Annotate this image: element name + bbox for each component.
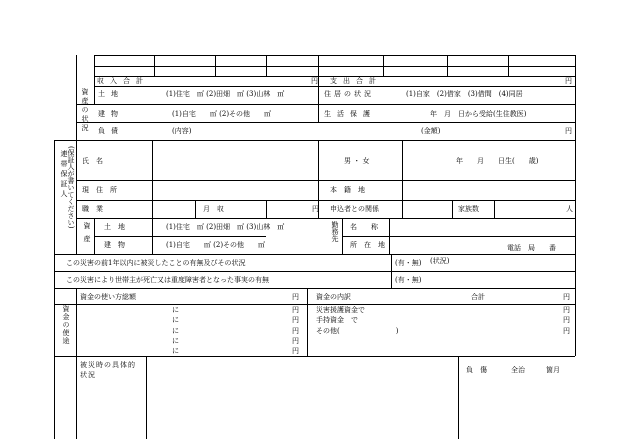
disaster-q1-answer: (有・無) — [395, 259, 422, 267]
welfare-label: 生活保護 — [324, 110, 376, 118]
rule — [76, 104, 575, 105]
situation-recovery: 全治 箇月 — [511, 366, 560, 374]
rule — [391, 254, 392, 288]
rule — [508, 55, 509, 76]
rule — [154, 55, 155, 76]
rule — [54, 271, 575, 272]
funds-total-label: 資金の使い方総額 — [80, 293, 136, 301]
guarantor-land-options: (1)住宅 ㎡ (2)田畑 ㎡ (3)山林 ㎡ — [166, 223, 285, 231]
guarantor-building-options: (1)自宅 ㎡ (2)その他 ㎡ — [166, 241, 266, 249]
rule — [458, 356, 459, 439]
guarantor-phone: 電話 局 番 — [507, 244, 556, 252]
rule — [152, 200, 153, 218]
rule — [146, 356, 147, 439]
expense-unit: 円 — [565, 77, 572, 85]
assets-debt-label: 負債 — [98, 127, 124, 135]
expense-total-label: 支出合計 — [330, 77, 382, 85]
rule — [76, 122, 575, 123]
rule — [452, 200, 453, 218]
guarantor-occupation-label: 職 業 — [82, 205, 103, 213]
rule — [54, 140, 575, 141]
housing-label: 住居の状況 — [324, 90, 374, 98]
assets-land-label: 土地 — [98, 90, 124, 98]
guarantor-land-label: 土 地 — [104, 223, 125, 231]
funds-use-line-1: に — [172, 306, 179, 314]
rule — [342, 236, 575, 237]
rule — [76, 180, 575, 181]
assets-debt-amount: (金額) — [421, 127, 441, 135]
rule — [195, 200, 196, 218]
disaster-q1-status: (状況) — [430, 257, 450, 265]
funds-use-unit-5: 円 — [292, 347, 299, 355]
funds-use-line-2: に — [172, 316, 179, 324]
funds-use-line-3: に — [172, 327, 179, 335]
rule — [54, 304, 575, 305]
rule — [389, 218, 390, 254]
disaster-q1: この災害の前1年以内に被災したことの有無及びその状況 — [66, 259, 246, 267]
rule — [318, 55, 319, 76]
funds-item-unit-3: 円 — [563, 327, 570, 335]
situation-label: 被災時の具体的状況 — [80, 361, 136, 379]
guarantor-gender: 男 ・ 女 — [344, 157, 370, 165]
funds-item-unit-1: 円 — [563, 306, 570, 314]
rule — [402, 140, 403, 218]
funds-use-line-5: に — [172, 347, 179, 355]
funds-item-unit-2: 円 — [563, 316, 570, 324]
rule — [447, 55, 448, 76]
funds-use-unit-4: 円 — [292, 337, 299, 345]
guarantor-monthly-income-label: 月 収 — [203, 205, 224, 213]
rule — [94, 86, 575, 87]
rule — [494, 200, 495, 218]
income-unit: 円 — [311, 77, 318, 85]
rule — [152, 218, 153, 254]
rule — [54, 254, 575, 255]
assets-debt-unit: 円 — [565, 127, 572, 135]
income-total-label: 収入合計 — [97, 77, 149, 85]
assets-land-options: (1)住宅 ㎡ (2)田畑 ㎡ (3)山林 ㎡ — [166, 90, 285, 98]
guarantor-building-label: 建 物 — [104, 241, 125, 249]
guarantor-domicile-label: 本 籍 地 — [330, 186, 365, 194]
funds-item-2: 手持資金 で — [316, 316, 358, 324]
rule — [54, 356, 575, 357]
rule — [266, 200, 267, 218]
guarantor-income-unit: 円 — [312, 205, 319, 213]
rule — [94, 66, 575, 67]
guarantor-family-unit: 人 — [566, 205, 573, 213]
rule — [215, 55, 216, 76]
rule — [94, 236, 266, 237]
funds-use-unit-2: 円 — [292, 316, 299, 324]
guarantor-birth: 年 月 日生( 歳) — [456, 157, 539, 165]
rule — [94, 218, 95, 254]
guarantor-side-note: (保証人が書いてください) — [67, 146, 75, 229]
rule — [94, 55, 95, 104]
funds-item-1: 災害援護資金で — [316, 306, 365, 314]
rule — [307, 288, 308, 356]
funds-use-unit-3: 円 — [292, 327, 299, 335]
rule — [575, 55, 576, 356]
funds-sum-unit: 円 — [563, 293, 570, 301]
guarantor-family-label: 家族数 — [458, 205, 479, 213]
funds-item-3: その他( ) — [316, 327, 399, 335]
funds-sum-label: 合計 — [471, 293, 485, 301]
rule — [266, 55, 267, 76]
welfare-value: 年 月 日から受給(生住教医) — [430, 110, 527, 118]
rule — [54, 288, 575, 289]
guarantor-address-label: 現 住 所 — [82, 186, 117, 194]
guarantor-workplace-name-label: 名 称 — [350, 223, 378, 231]
guarantor-workplace-label: 勤務先 — [331, 221, 339, 242]
funds-breakdown-label: 資金の内訳 — [316, 293, 351, 301]
disaster-q2: この災害により世帯主が死亡又は重度障害者となった事実の有無 — [66, 276, 269, 284]
assets-side-label: 資産の状況 — [81, 88, 89, 133]
guarantor-asset-label: 資産 — [83, 222, 91, 248]
assets-debt-content: (内容) — [172, 127, 192, 135]
rule — [76, 288, 77, 439]
rule — [76, 200, 575, 201]
rule — [383, 55, 384, 76]
guarantor-workplace-address-label: 所 在 地 — [350, 241, 385, 249]
assets-building-options: (1)自宅 ㎡ (2)その他 ㎡ — [172, 110, 272, 118]
rule — [54, 140, 55, 439]
funds-side-label: 資金の使途 — [62, 305, 70, 345]
rule — [76, 218, 575, 219]
housing-options: (1)自家 (2)借家 (3)借間 (4)同居 — [406, 90, 523, 98]
situation-injury: 負 傷 — [466, 366, 487, 374]
guarantor-relation-label: 申込者との関係 — [330, 205, 379, 213]
rule — [94, 55, 575, 56]
disaster-q2-answer: (有・無) — [395, 276, 422, 284]
funds-use-unit-1: 円 — [292, 306, 299, 314]
guarantor-side-label: 連帯保証人 — [60, 150, 68, 200]
guarantor-name-label: 氏 名 — [82, 157, 103, 165]
rule — [342, 218, 343, 254]
funds-total-unit: 円 — [292, 293, 299, 301]
assets-building-label: 建物 — [98, 110, 124, 118]
rule — [318, 76, 319, 122]
funds-use-line-4: に — [172, 337, 179, 345]
rule — [76, 55, 77, 254]
